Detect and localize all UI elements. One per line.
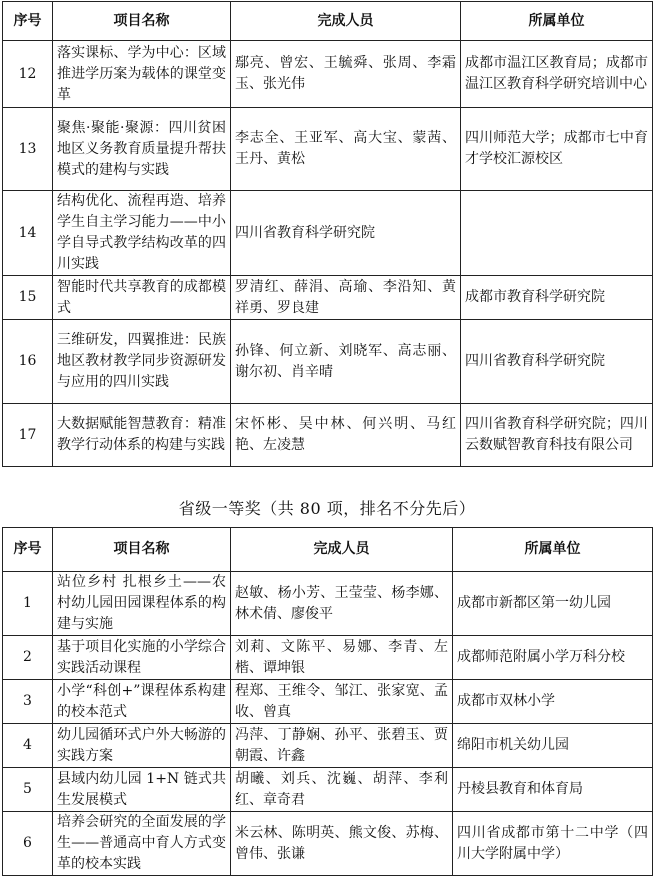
row-members: 冯萍、丁静娴、孙平、张碧玉、贾朝霞、许鑫 <box>231 724 453 768</box>
table-row <box>3 404 653 467</box>
table-row <box>3 320 653 404</box>
row-project: 小学“科创+”课程体系构建的校本范式 <box>53 680 231 724</box>
row-members: 罗清红、薛涓、高瑜、李沿知、黄祥勇、罗良建 <box>231 276 461 320</box>
row-unit: 绵阳市机关幼儿园 <box>453 724 653 768</box>
row-project: 站位乡村 扎根乡土——农村幼儿园田园课程体系的构建与实施 <box>53 572 231 636</box>
first-prize-table <box>2 527 653 876</box>
table-row <box>3 636 653 680</box>
table-row <box>3 768 653 812</box>
header-unit: 所属单位 <box>453 528 653 572</box>
row-unit <box>461 191 653 276</box>
row-no: 13 <box>3 108 53 191</box>
table-row <box>3 724 653 768</box>
row-members: 李志全、王亚军、高大宝、蒙茜、王丹、黄松 <box>231 108 461 191</box>
table-row <box>3 108 653 191</box>
row-no: 15 <box>3 276 53 320</box>
row-project: 聚焦·聚能·聚源：四川贫困地区义务教育质量提升帮扶模式的建构与实践 <box>53 108 231 191</box>
row-members: 孙锋、何立新、刘晓军、高志丽、谢尔初、肖辛晴 <box>231 320 461 404</box>
row-unit: 成都市新都区第一幼儿园 <box>453 572 653 636</box>
row-project: 大数据赋能智慧教育：精准教学行动体系的构建与实践 <box>53 404 231 467</box>
row-unit: 成都师范附属小学万科分校 <box>453 636 653 680</box>
header-unit: 所属单位 <box>461 2 653 41</box>
row-unit: 四川师范大学；成都市七中育才学校汇源校区 <box>461 108 653 191</box>
row-unit: 丹棱县教育和体育局 <box>453 768 653 812</box>
row-unit: 成都市教育科学研究院 <box>461 276 653 320</box>
row-no: 1 <box>3 572 53 636</box>
row-no: 2 <box>3 636 53 680</box>
table-row <box>3 41 653 108</box>
row-unit: 四川省成都市第十二中学（四川大学附属中学） <box>453 812 653 876</box>
row-no: 14 <box>3 191 53 276</box>
row-project: 幼儿园循环式户外大畅游的实践方案 <box>53 724 231 768</box>
row-project: 智能时代共享教育的成都模式 <box>53 276 231 320</box>
table-row <box>3 680 653 724</box>
header-project: 项目名称 <box>53 528 231 572</box>
row-project: 县域内幼儿园 1+N 链式共生发展模式 <box>53 768 231 812</box>
row-project: 基于项目化实施的小学综合实践活动课程 <box>53 636 231 680</box>
row-no: 3 <box>3 680 53 724</box>
row-unit: 四川省教育科学研究院；四川云数赋智教育科技有限公司 <box>461 404 653 467</box>
row-no: 5 <box>3 768 53 812</box>
header-no: 序号 <box>3 2 53 41</box>
row-no: 17 <box>3 404 53 467</box>
row-no: 16 <box>3 320 53 404</box>
row-project: 培养会研究的全面发展的学生——普通高中育人方式变革的校本实践 <box>53 812 231 876</box>
header-members: 完成人员 <box>231 2 461 41</box>
section-caption: 省级一等奖（共 80 项，排名不分先后） <box>178 499 476 518</box>
table-row <box>3 191 653 276</box>
row-members: 鄢亮、曾宏、王毓舜、张周、李霜玉、张光伟 <box>231 41 461 108</box>
row-project: 落实课标、学为中心：区域推进学历案为载体的课堂变革 <box>53 41 231 108</box>
header-no: 序号 <box>3 528 53 572</box>
row-project: 结构优化、流程再造、培养学生自主学习能力——中小学自导式教学结构改革的四川实践 <box>53 191 231 276</box>
row-members: 四川省教育科学研究院 <box>231 191 461 276</box>
header-project: 项目名称 <box>53 2 231 41</box>
row-members: 米云林、陈明英、熊文俊、苏梅、曾伟、张谦 <box>231 812 453 876</box>
row-no: 12 <box>3 41 53 108</box>
row-unit: 四川省教育科学研究院 <box>461 320 653 404</box>
row-unit: 成都市温江区教育局；成都市温江区教育科学研究培训中心 <box>461 41 653 108</box>
awards-table-continued <box>2 1 653 467</box>
row-no: 6 <box>3 812 53 876</box>
table-row <box>3 572 653 636</box>
row-members: 宋怀彬、吴中林、何兴明、马红艳、左凌慧 <box>231 404 461 467</box>
row-members: 刘莉、文陈平、易娜、李青、左楷、谭坤银 <box>231 636 453 680</box>
row-project: 三维研发，四翼推进：民族地区教材教学同步资源研发与应用的四川实践 <box>53 320 231 404</box>
row-unit: 成都市双林小学 <box>453 680 653 724</box>
table-row <box>3 276 653 320</box>
table-row <box>3 812 653 876</box>
header-members: 完成人员 <box>231 528 453 572</box>
row-members: 程郑、王维令、邹江、张家宽、孟收、曾真 <box>231 680 453 724</box>
row-members: 赵敏、杨小芳、王莹莹、杨李娜、林术倩、廖俊平 <box>231 572 453 636</box>
table-header-row <box>3 2 653 41</box>
row-members: 胡曦、刘兵、沈巍、胡萍、李利红、章奇君 <box>231 768 453 812</box>
table-header-row <box>3 528 653 572</box>
row-no: 4 <box>3 724 53 768</box>
